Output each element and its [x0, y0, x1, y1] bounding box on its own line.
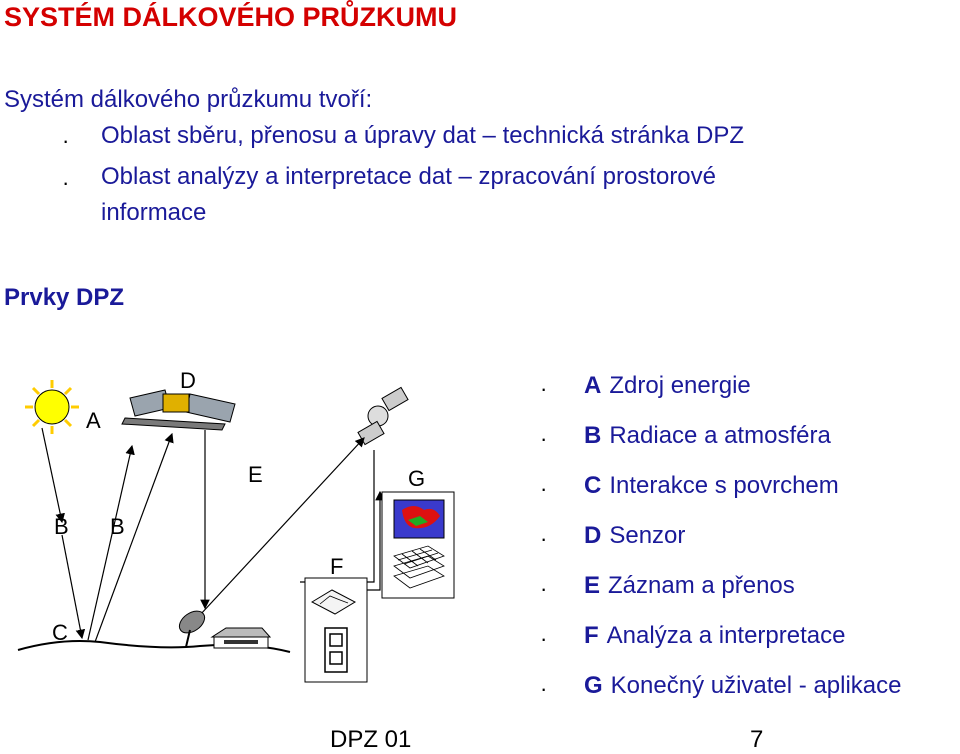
bullet-item-2-continued: informace — [101, 199, 207, 226]
legend-letter: E — [584, 572, 601, 599]
bullet-dot: · — [62, 128, 70, 153]
label-d: D — [180, 368, 196, 393]
legend-bullet-dot: · — [540, 576, 548, 601]
legend-item-e — [584, 572, 795, 600]
footer-course: DPZ 01 — [330, 726, 412, 753]
legend-item-b — [584, 422, 831, 450]
section-title: Prvky DPZ — [4, 284, 125, 311]
legend-text: Konečný uživatel - aplikace — [610, 672, 902, 699]
relay-satellite-icon — [358, 387, 408, 444]
remote-sensing-diagram — [0, 360, 560, 700]
legend-bullet-dot: · — [540, 376, 548, 401]
antenna-icon — [175, 607, 208, 647]
legend-letter: D — [584, 522, 602, 549]
legend-bullet-dot: · — [540, 426, 548, 451]
bullet-item-2: Oblast analýzy a interpretace dat – zpracování prostorové — [101, 163, 716, 190]
bullet-item-1: Oblast sběru, přenosu a úpravy dat – technická stránka DPZ — [101, 122, 744, 149]
bullet-dot: · — [62, 170, 70, 195]
slide-title: SYSTÉM DÁLKOVÉHO PRŮZKUMU — [4, 2, 458, 32]
legend-letter: A — [584, 372, 602, 399]
satellite-icon — [122, 390, 235, 430]
legend-bullet-dot: · — [540, 676, 548, 701]
label-b2: B — [110, 514, 125, 539]
legend-bullet-dot: · — [540, 626, 548, 651]
end-user-panel-icon — [382, 492, 454, 598]
label-a: A — [86, 408, 101, 433]
legend-item-g — [584, 672, 902, 700]
legend-text: Interakce s povrchem — [609, 472, 839, 499]
legend-letter: G — [584, 672, 603, 699]
legend-text: Záznam a přenos — [608, 572, 795, 599]
legend-letter: F — [584, 622, 599, 649]
intro-text: Systém dálkového průzkumu tvoří: — [4, 86, 373, 113]
legend-letter: B — [584, 422, 602, 449]
analysis-station-icon — [305, 578, 367, 682]
footer-page-number: 7 — [750, 726, 764, 753]
label-f: F — [330, 554, 344, 579]
legend-item-c — [584, 472, 839, 500]
label-b1: B — [54, 514, 69, 539]
legend-item-d — [584, 522, 685, 550]
label-e: E — [248, 462, 263, 487]
ground-station-icon — [212, 628, 270, 648]
legend-bullet-dot: · — [540, 476, 548, 501]
label-c: C — [52, 620, 68, 645]
legend-text: Radiace a atmosféra — [609, 422, 831, 449]
sun-icon — [25, 380, 79, 434]
legend-text: Zdroj energie — [609, 372, 751, 399]
label-g: G — [408, 466, 426, 491]
legend-item-f — [584, 622, 845, 650]
legend-letter: C — [584, 472, 602, 499]
legend-bullet-dot: · — [540, 526, 548, 551]
legend-item-a — [584, 372, 751, 400]
legend-text: Analýza a interpretace — [606, 622, 846, 649]
legend-text: Senzor — [609, 522, 686, 549]
